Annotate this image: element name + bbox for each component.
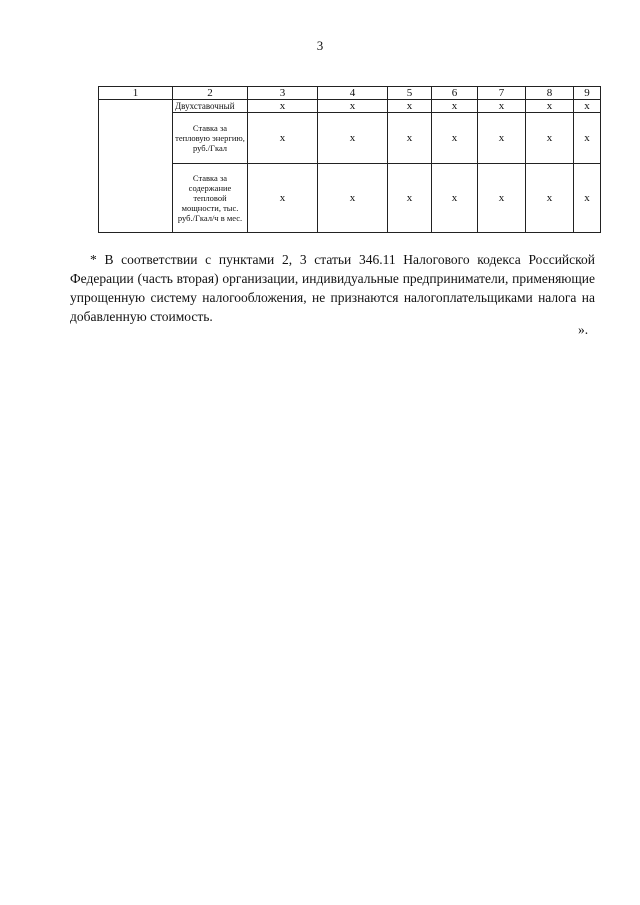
page-number: 3 (316, 38, 324, 53)
row-label: Ставка за содержание тепловой мощности, тыс. руб./Гкал/ч в мес. (173, 164, 248, 233)
table-cell: х (574, 164, 601, 233)
table-cell: х (318, 164, 388, 233)
row-label: Ставка за тепловую энергию, руб./Гкал (173, 113, 248, 164)
row-label: Двухставочный (173, 100, 248, 113)
table-cell: х (388, 113, 432, 164)
table-cell: х (526, 164, 574, 233)
table-row (99, 164, 601, 233)
table-cell: х (318, 100, 388, 113)
table-cell: х (388, 164, 432, 233)
table-cell: х (248, 164, 318, 233)
table-cell: х (432, 113, 478, 164)
header-cell: 9 (574, 87, 601, 100)
empty-merged-cell (99, 100, 173, 233)
table-cell: х (388, 100, 432, 113)
table-header-row (99, 87, 601, 100)
table-cell: х (248, 113, 318, 164)
header-cell: 2 (173, 87, 248, 100)
header-cell: 7 (478, 87, 526, 100)
table-cell: х (478, 164, 526, 233)
header-cell: 8 (526, 87, 574, 100)
table-cell: х (248, 100, 318, 113)
closing-quote: ». (578, 322, 589, 337)
header-cell: 6 (432, 87, 478, 100)
table-row (99, 113, 601, 164)
table-cell: х (526, 100, 574, 113)
table-cell: х (526, 113, 574, 164)
table-cell: х (318, 113, 388, 164)
table-cell: х (478, 100, 526, 113)
table-cell: х (574, 113, 601, 164)
footnote-text: * В соответствии с пунктами 2, 3 статьи 346.11 Налогового кодекса Российской Федерации (часть вторая) организации, индивидуальные предприниматели, применяющие упрощенную систему налогообложения, не признаются налогоплательщиками налога на добавленную стоимость. (70, 252, 595, 324)
table-cell: х (574, 100, 601, 113)
footnote (70, 250, 595, 326)
table-cell: х (478, 113, 526, 164)
table-cell: х (432, 100, 478, 113)
header-cell: 1 (99, 87, 173, 100)
table-row (99, 100, 601, 113)
header-cell: 3 (248, 87, 318, 100)
table-cell: х (432, 164, 478, 233)
tariff-table (98, 86, 601, 233)
header-cell: 5 (388, 87, 432, 100)
header-cell: 4 (318, 87, 388, 100)
